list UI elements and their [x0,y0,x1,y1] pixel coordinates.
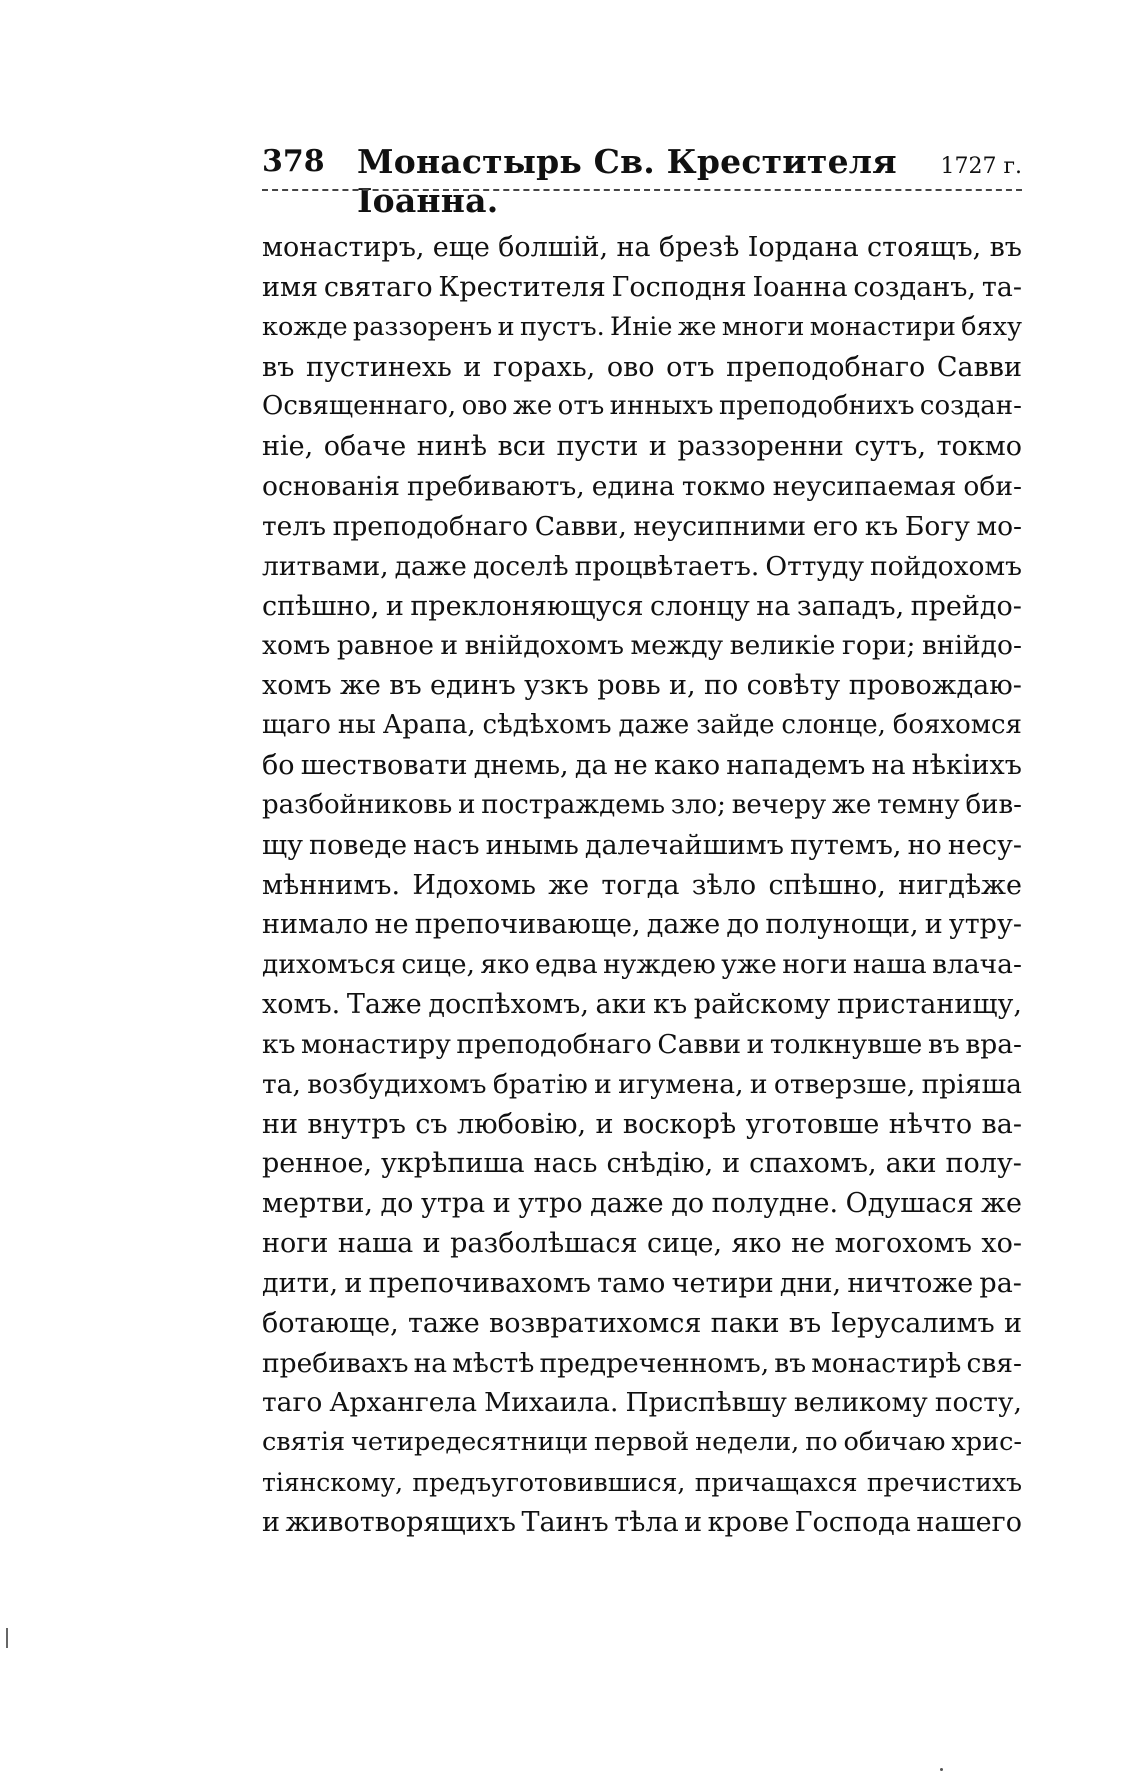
text-line: литвами, даже доселѣ процвѣтаетъ. Оттуду пойдохомъ [262,550,1022,582]
text-line: ноги наша и разболѣшася сице, яко не могохомъ хо- [262,1228,1022,1260]
text-line: хомъ. Таже доспѣхомъ, аки къ райскому пристанищу, [262,989,1022,1021]
text-line: монастиръ, еще болшій, на брезѣ Іордана стоящъ, въ [262,232,1022,263]
scan-edge-mark [6,1628,8,1648]
text-line: къ монастиру преподобнаго Савви и толкнувше въ вра- [262,1028,1022,1060]
text-line: тіянскому, предъуготовившися, причащахся пречистихъ [262,1468,1022,1498]
text-line: ботающе, таже возвратихомся паки въ Іерусалимъ и [262,1307,1022,1339]
text-line: и животворящихъ Таинъ тѣла и крове Господа нашего [262,1507,1022,1538]
text-line: мѣннимъ. Идохомь же тогда зѣло спѣшно, нигдѣже [262,869,1022,901]
running-title: Монастырь Св. Крестителя Іоанна. [357,142,897,220]
text-line: хомъ же въ единъ узкъ ровь и, по совѣту провождаю- [262,670,1022,702]
text-line: щаго ны Арапа, сѣдѣхомъ даже зайде слонце, бояхомся [262,710,1022,741]
text-line: въ пустинехь и горахь, ово отъ преподобнаго Савви [262,351,1022,383]
header-rule [262,189,1022,191]
text-line: дихомъся сице, яко едва нуждею уже ноги наша влача- [262,949,1022,981]
header-year: 1727 г. [940,154,1022,179]
text-line: дити, и препочивахомъ тамо четири дни, ничтоже ра- [262,1267,1022,1299]
text-line: ніе, обаче нинѣ вси пусти и раззоренни сутъ, токмо [262,431,1022,463]
text-line: спѣшно, и преклоняющуся слонцу на западъ, прейдо- [262,590,1022,622]
text-line: нимало не препочивающе, даже до полунощи, и утру- [262,909,1022,941]
text-line: святія четиредесятници первой недели, по обичаю хрис- [262,1427,1022,1458]
text-line: хомъ равное и внійдохомъ между великіе гори; внійдо- [262,630,1022,662]
text-line: мертви, до утра и утро даже до полудне. Одушася же [262,1188,1022,1220]
text-line: ренное, укрѣпиша нась снѣдію, и спахомъ, аки полу- [262,1148,1022,1180]
text-line: основанія пребиваютъ, едина токмо неусипаемая оби- [262,471,1022,503]
text-line: телъ преподобнаго Савви, неусипними его къ Богу мо- [262,510,1022,542]
text-line: таго Архангела Михаила. Приспѣвшу великому посту, [262,1387,1022,1419]
running-header [262,140,1022,220]
text-line: та, возбудихомъ братію и игумена, и отверзше, пріяша [262,1068,1022,1100]
body-text [262,228,1022,1543]
text-line: ни внутръ съ любовію, и воскорѣ уготовше нѣчто ва- [262,1108,1022,1140]
text-line: Освященнаго, ово же отъ инныхъ преподобнихъ создан- [262,391,1022,422]
page-number: 378 [262,144,325,179]
text-line: пребивахъ на мѣстѣ предреченномъ, въ монастирѣ свя- [262,1347,1022,1379]
text-line: имя святаго Крестителя Господня Іоанна созданъ, та- [262,271,1022,303]
scan-speck [940,1768,943,1771]
text-line: бо шествовати днемь, да не како нападемъ на нѣкіихъ [262,749,1022,781]
text-line: разбойниковь и постраждемь зло; вечеру же темну бив- [262,789,1022,820]
text-line: щу поведе насъ инымь далечайшимъ путемъ, но несу- [262,829,1022,861]
text-line: кожде раззоренъ и пустъ. Иніе же многи монастири бяху [262,311,1022,342]
